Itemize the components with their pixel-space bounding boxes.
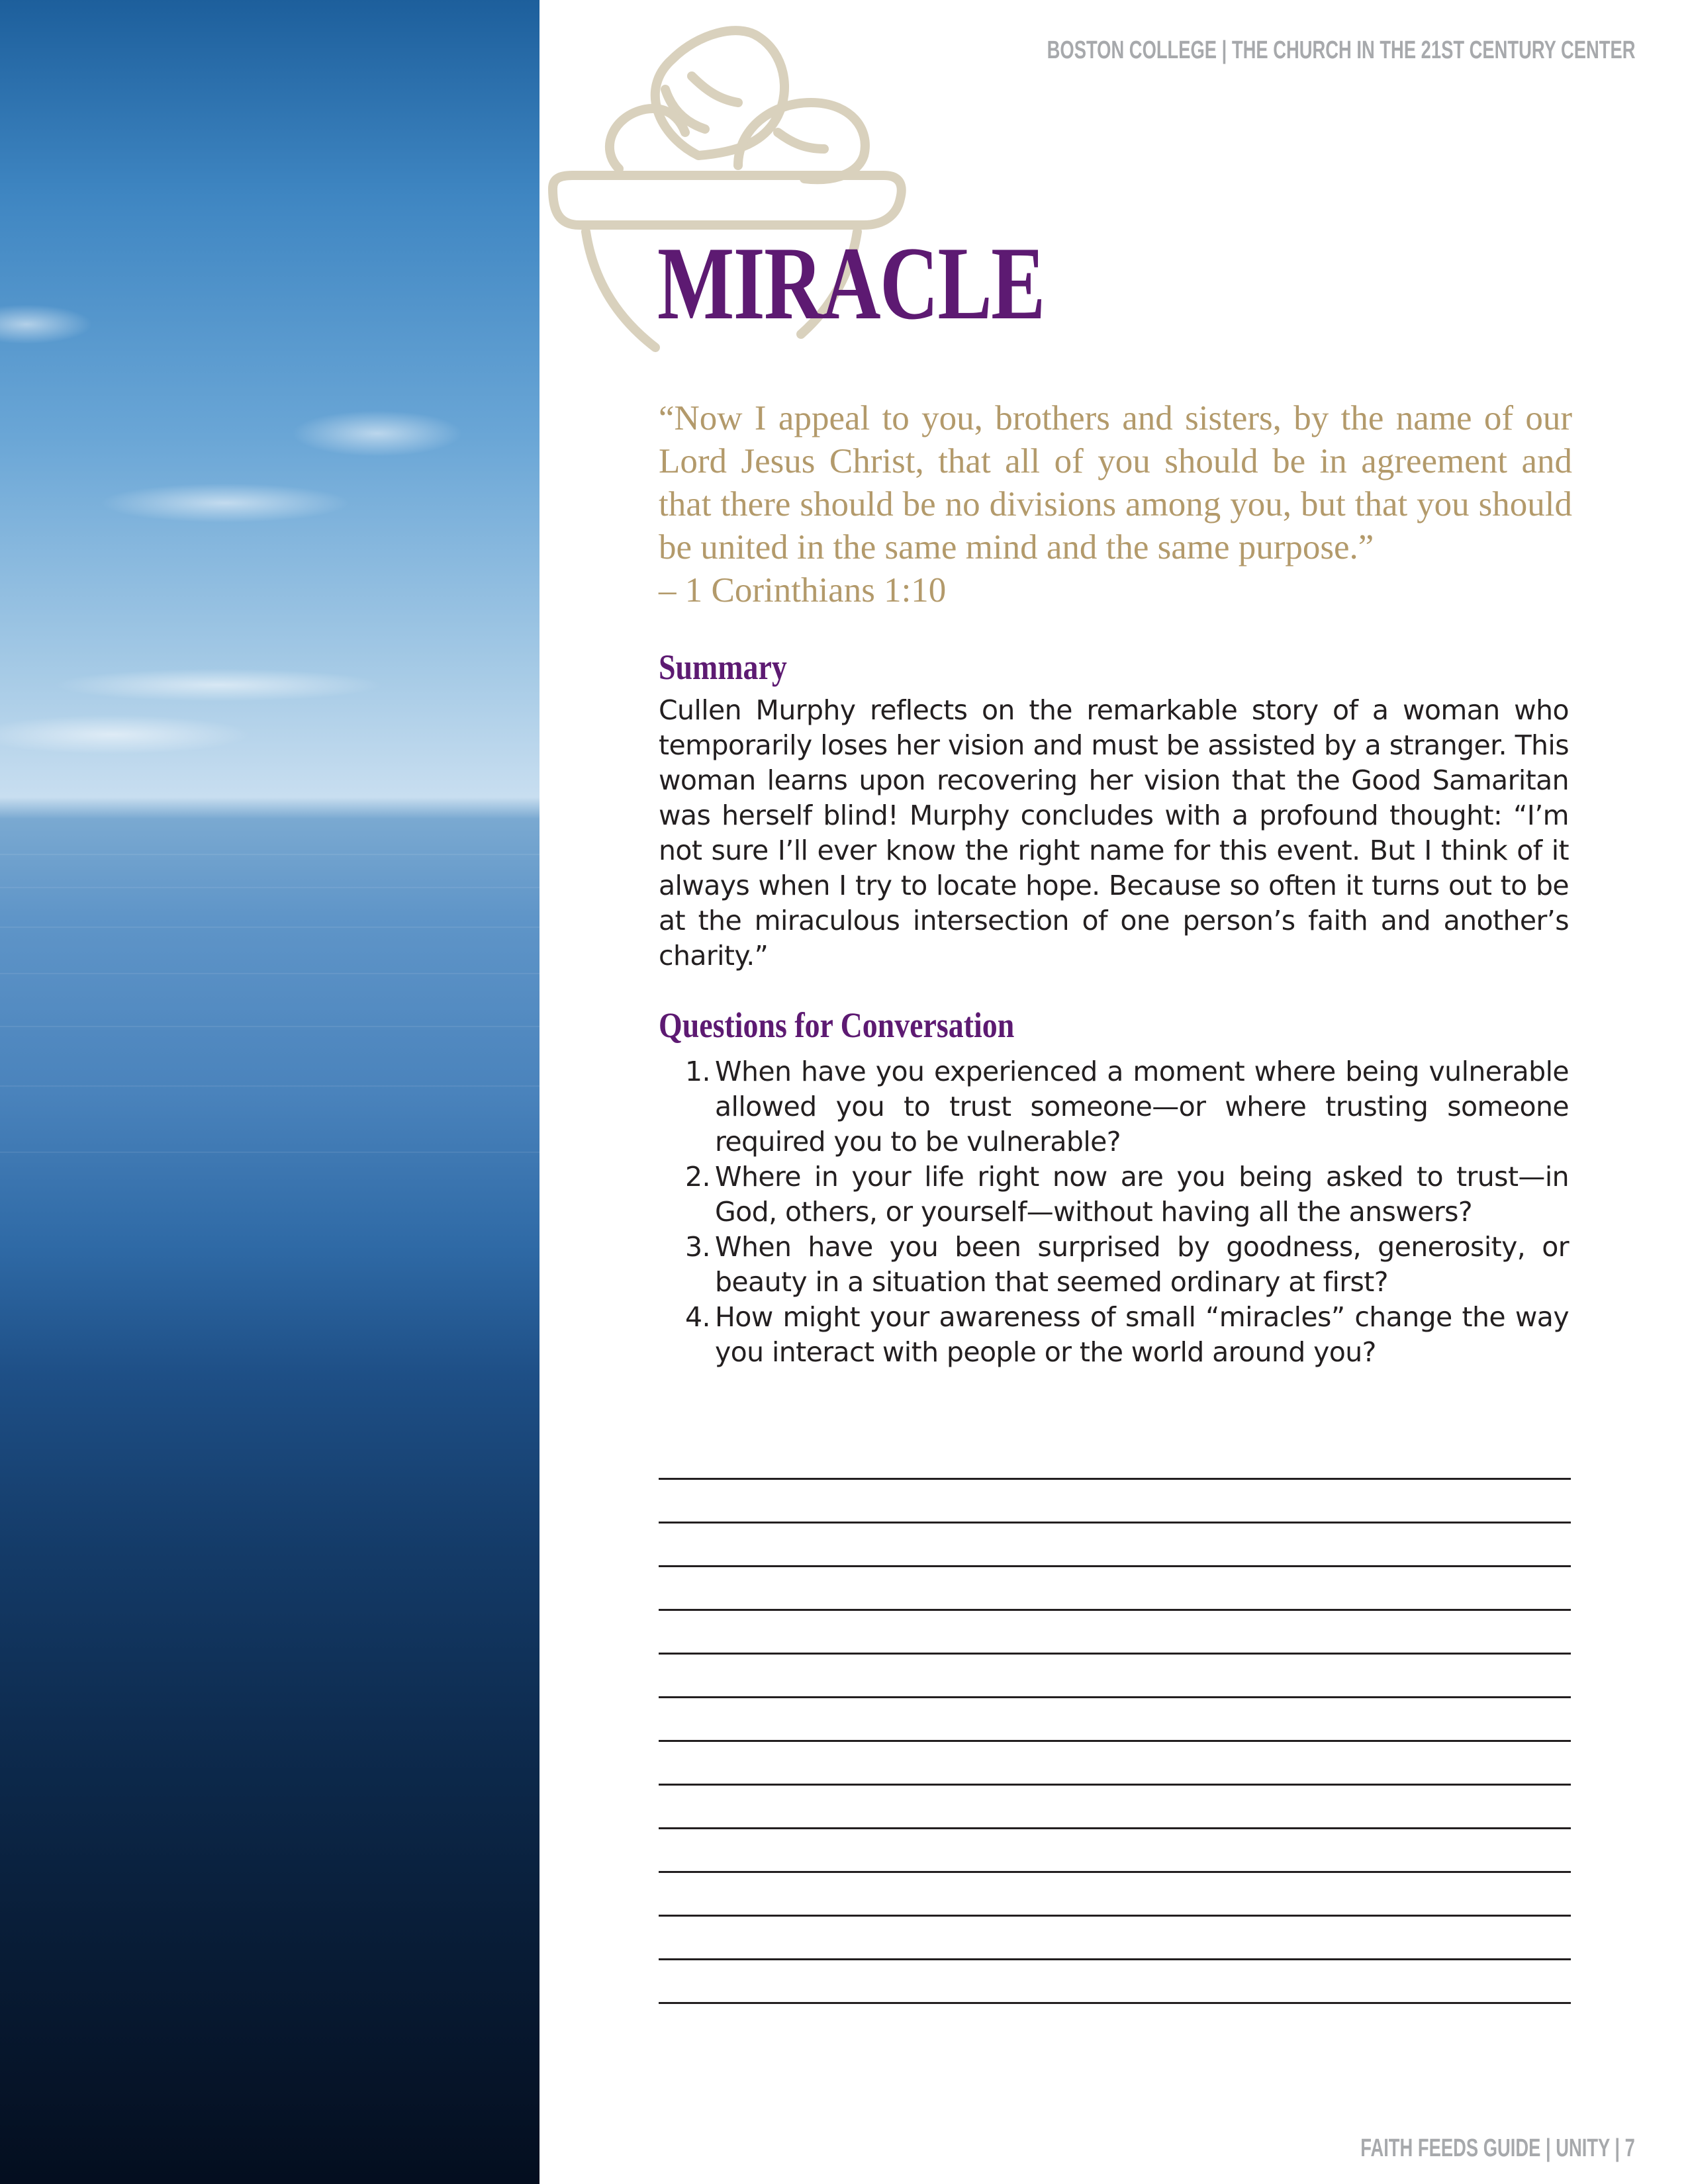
- question-text: When have you experienced a moment where being vulnerable allowed you to trust someone—or where trusting someone required you to be vulnerable?: [715, 1056, 1569, 1158]
- writing-lines: [659, 1436, 1571, 2004]
- questions-heading: Questions for Conversation: [659, 1005, 1015, 1045]
- question-text: How might your awareness of small “miracles” change the way you interact with people or the world around you?: [715, 1301, 1569, 1368]
- question-number: 3.: [685, 1231, 710, 1263]
- writing-line: [659, 1655, 1571, 1698]
- question-item: [659, 1054, 1569, 1160]
- quote-text: “Now I appeal to you, brothers and sisters, by the name of our Lord Jesus Christ, that all of you should be in agreement and that there should be no divisions among you, but that you should be united in the same mind and the same purpose.”: [659, 399, 1572, 567]
- writing-line: [659, 1611, 1571, 1655]
- writing-line: [659, 1786, 1571, 1829]
- question-item: [659, 1160, 1569, 1230]
- question-item: [659, 1300, 1569, 1370]
- writing-line: [659, 1917, 1571, 1960]
- question-number: 2.: [685, 1161, 710, 1193]
- question-text: Where in your life right now are you being asked to trust—in God, others, or yourself—without having all the answers?: [715, 1161, 1569, 1228]
- writing-line: [659, 1873, 1571, 1917]
- question-text: When have you been surprised by goodness, generosity, or beauty in a situation that seemed ordinary at first?: [715, 1231, 1569, 1298]
- writing-line: [659, 1480, 1571, 1524]
- summary-heading: Summary: [659, 647, 787, 687]
- ocean-horizon-photo: [0, 0, 539, 2184]
- page-title: MIRACLE: [657, 226, 1045, 341]
- writing-line: [659, 1960, 1571, 2004]
- question-number: 4.: [685, 1301, 710, 1333]
- writing-line: [659, 1829, 1571, 1873]
- questions-list: [659, 1054, 1569, 1370]
- writing-line: [659, 1524, 1571, 1567]
- question-item: [659, 1230, 1569, 1300]
- writing-line: [659, 1742, 1571, 1786]
- footer-page-label: FAITH FEEDS GUIDE | UNITY | 7: [1360, 2134, 1635, 2162]
- summary-body: Cullen Murphy reflects on the remarkable story of a woman who temporarily loses her vision and must be assisted by a stranger. This woman learns upon recovering her vision that the Good Samaritan was herself blind! Murphy concludes with a profound thought: “I’m not sure I’ll ever know the right name for this event. But I think of it always when I try to locate hope. Because so often it turns out to be at the miraculous intersection of one person’s faith and another’s charity.”: [659, 694, 1569, 972]
- quote-citation: – 1 Corinthians 1:10: [659, 571, 947, 610]
- scripture-quote: [659, 397, 1572, 612]
- header-running-title: BOSTON COLLEGE | THE CHURCH IN THE 21ST CENTURY CENTER: [1047, 36, 1635, 64]
- writing-line: [659, 1567, 1571, 1611]
- writing-line: [659, 1698, 1571, 1742]
- writing-line: [659, 1436, 1571, 1480]
- question-number: 1.: [685, 1056, 710, 1087]
